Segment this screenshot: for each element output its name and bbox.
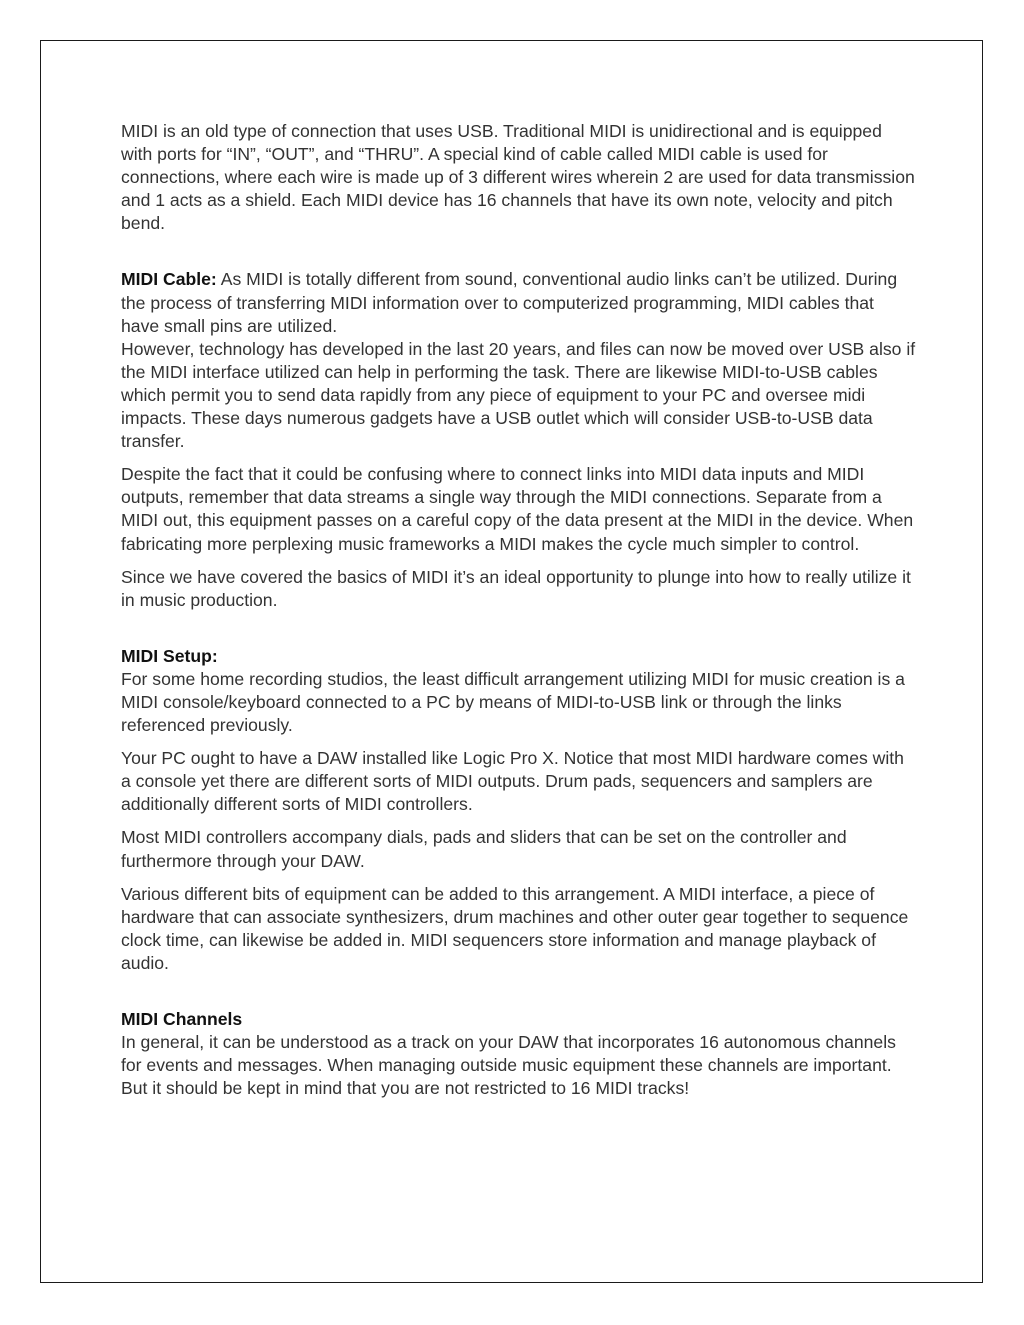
midi-cable-paragraph — [121, 268, 916, 337]
midi-cable-lead: As MIDI is totally different from sound, conventional audio links can’t be utilized. During the process of transferring MIDI information over to computerized programming, MIDI cables that have small pins are utilized. — [121, 269, 898, 336]
intro-paragraph: MIDI is an old type of connection that uses USB. Traditional MIDI is unidirectional and is equipped with ports for “IN”, “OUT”, and “THRU”. A special kind of cable called MIDI cable is used for connections, where each wire is made up of 3 different wires wherein 2 are used for data transmission and 1 acts as a shield. Each MIDI device has 16 channels that have its own note, velocity and pitch bend. — [121, 121, 915, 234]
midi-cable-connections-paragraph: Despite the fact that it could be confusing where to connect links into MIDI data inputs and MIDI outputs, remember that data streams a single way through the MIDI connections. Separate from a MIDI out, this equipment passes on a careful copy of the data present at the MIDI in the device. When fabricating more perplexing music frameworks a MIDI makes the cycle much simpler to control. — [121, 464, 914, 554]
document-body — [121, 120, 916, 1100]
midi-cable-basics-paragraph: Since we have covered the basics of MIDI it’s an ideal opportunity to plunge into how to really utilize it in music production. — [121, 566, 911, 610]
midi-channels-paragraph: In general, it can be understood as a track on your DAW that incorporates 16 autonomous channels for events and messages. When managing outside music equipment these channels are important. But it should be kept in mind that you are not restricted to 16 MIDI tracks! — [121, 1032, 896, 1099]
midi-cable-heading: MIDI Cable: — [121, 269, 217, 290]
midi-setup-paragraph-3: Most MIDI controllers accompany dials, pads and sliders that can be set on the controller and furthermore through your DAW. — [121, 827, 847, 871]
midi-channels-heading: MIDI Channels — [121, 1009, 243, 1029]
midi-setup-paragraph-4: Various different bits of equipment can be added to this arrangement. A MIDI interface, a piece of hardware that can associate synthesizers, drum machines and other outer gear together to sequence clock time, can likewise be added in. MIDI sequencers store information and manage playback of audio. — [121, 883, 909, 973]
midi-setup-paragraph-1: For some home recording studios, the least difficult arrangement utilizing MIDI for music creation is a MIDI console/keyboard connected to a PC by means of MIDI-to-USB link or through the links referenced previously. — [121, 668, 905, 736]
midi-setup-paragraph-2: Your PC ought to have a DAW installed like Logic Pro X. Notice that most MIDI hardware comes with a console yet there are different sorts of MIDI outputs. Drum pads, sequencers and samplers are additionally different sorts of MIDI controllers. — [121, 748, 904, 815]
midi-setup-heading: MIDI Setup: — [121, 645, 218, 666]
midi-cable-usb-paragraph: However, technology has developed in the last 20 years, and files can now be moved over USB also if the MIDI interface utilized can help in performing the task. There are likewise MIDI-to-USB cables which permit you to send data rapidly from any piece of equipment to your PC and oversee midi impacts. These days numerous gadgets have a USB outlet which will consider USB-to-USB data transfer. — [121, 338, 916, 452]
